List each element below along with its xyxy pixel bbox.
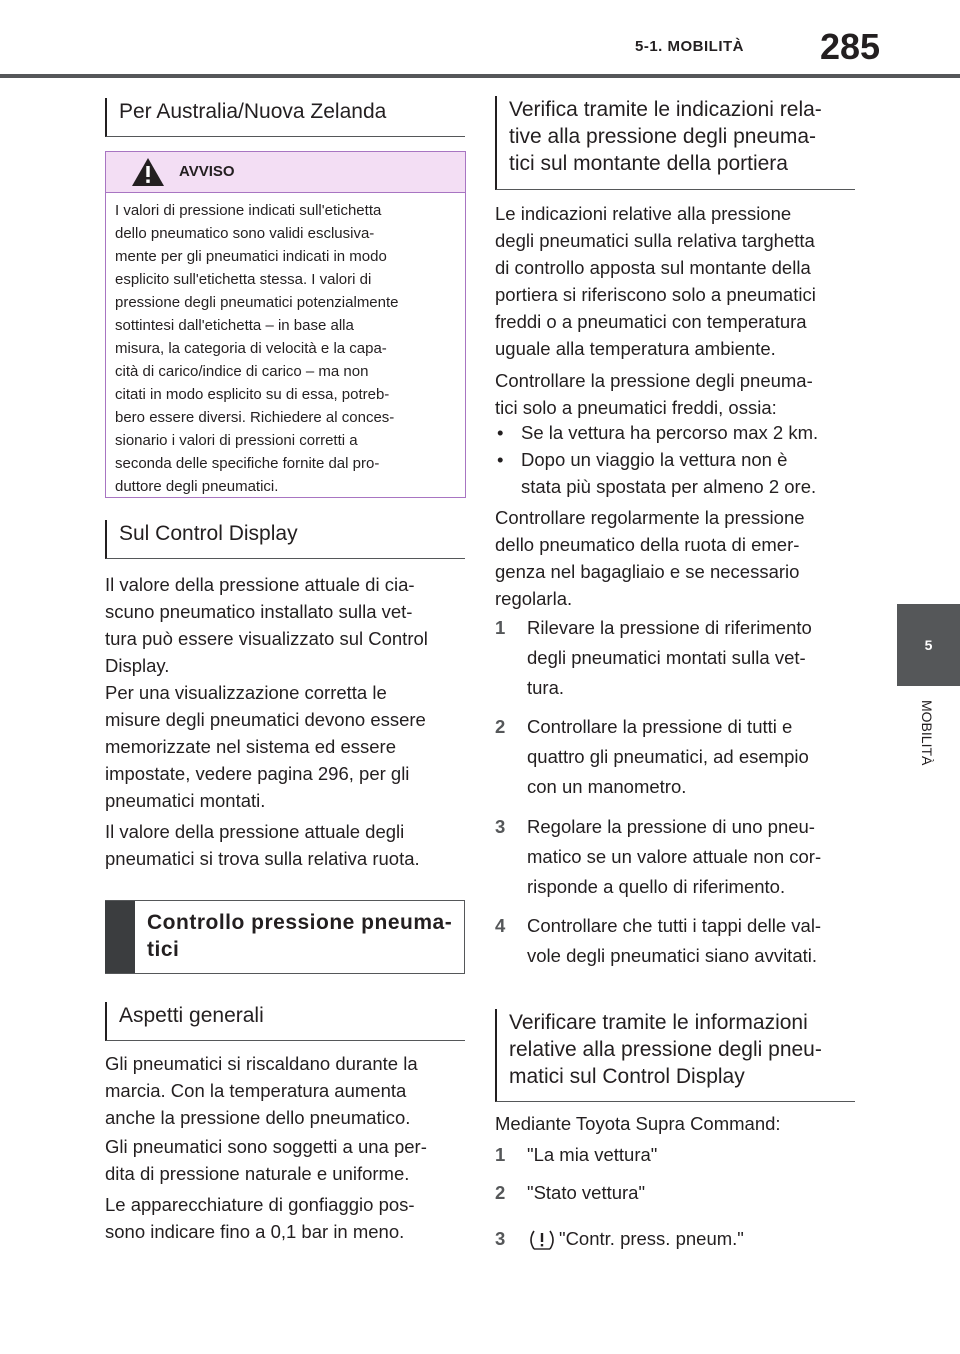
step-item: 1 Rilevare la pressione di riferimento degli pneumatici montati sulla vet- tura. <box>495 613 892 703</box>
chapter-tab-label: MOBILITÀ <box>919 700 935 766</box>
step-item: 3 "Contr. press. pneum." <box>495 1224 892 1254</box>
warning-triangle-icon <box>130 156 166 188</box>
paragraph: Le indicazioni relative alla pressione degli pneumatici sulla relativa targhetta di controllo apposta sul montante della portiera si riferiscono solo a pneumatici freddi o a pneumatici con temperatura uguale alla temperatura ambiente. <box>495 203 816 359</box>
step-number: 1 <box>495 1144 506 1165</box>
heading-door-pillar: Verifica tramite le indicazioni rela- tive alla pressione degli pneuma- tici sul montante della portiera <box>495 96 855 190</box>
step-item: 4 Controllare che tutti i tappi delle val- vole degli pneumatici siano avvitati. <box>495 911 892 971</box>
step-item: 3 Regolare la pressione di uno pneu- matico se un valore attuale non cor- risponde a quello di riferimento. <box>495 812 892 902</box>
paragraph: Per una visualizzazione corretta le misure degli pneumatici devono essere memorizzate nel sistema ed essere impostate, vedere pagina 296, per gli pneumatici montati. <box>105 682 426 811</box>
heading-australia: Per Australia/Nuova Zelanda <box>105 98 465 137</box>
bullet-dot: • <box>497 422 504 443</box>
step-number: 4 <box>495 915 506 936</box>
section-title: 5-1. MOBILITÀ <box>635 38 745 55</box>
step-number: 2 <box>495 716 506 737</box>
chapter-tab-number: 5 <box>897 604 960 686</box>
step-item: 1 "La mia vettura" <box>495 1140 892 1170</box>
warning-header <box>106 152 465 193</box>
step-number: 2 <box>495 1182 506 1203</box>
header-rule <box>0 74 960 78</box>
paragraph: Il valore della pressione attuale degli pneumatici si trova sulla relativa ruota. <box>105 821 420 869</box>
paragraph: Il valore della pressione attuale di cia- scuno pneumatico installato sulla vet- tura può essere visualizzato sul Control Display. <box>105 574 428 676</box>
warning-text: I valori di pressione indicati sull'etichetta dello pneumatico sono validi esclusiva- mente per gli pneumatici indicati in modo esplicito sull'etichetta stessa. I valori di pressione degli pneumatici potenzialmente sottintesi dall'etichetta – in base alla misura, la categoria di velocità e la capa- cità di carico/indice di carico – ma non citati in modo esplicito su di essa, potreb- bero essere diversi. Richiedere al conces- sionario i valori di pressioni corretti a seconda delle specifiche fornite dal pro- duttore degli pneumatici. <box>115 202 399 495</box>
step-number: 1 <box>495 617 506 638</box>
paragraph: Controllare la pressione degli pneuma- tici solo a pneumatici freddi, ossia: <box>495 370 813 418</box>
main-heading-text: Controllo pressione pneuma- tici <box>147 911 453 961</box>
bullet-dot: • <box>497 449 504 470</box>
warning-title: AVVISO <box>179 163 235 180</box>
heading-bar <box>105 901 135 973</box>
tire-pressure-warning-icon <box>527 1229 557 1251</box>
heading-control-display: Sul Control Display <box>105 520 465 559</box>
step-item: 2 "Stato vettura" <box>495 1178 892 1208</box>
warning-box <box>105 151 466 498</box>
heading-control-display-check: Verificare tramite le informazioni relative alla pressione degli pneu- matici sul Control Display <box>495 1009 855 1102</box>
paragraph: Controllare regolarmente la pressione dello pneumatico della ruota di emer- genza nel bagagliaio e se necessario regolarla. <box>495 507 805 609</box>
bullet-item: • Dopo un viaggio la vettura non è stata più spostata per almeno 2 ore. <box>495 446 861 500</box>
page-number: 285 <box>820 26 881 67</box>
heading-general: Aspetti generali <box>105 1002 465 1041</box>
paragraph: Gli pneumatici sono soggetti a una per- dita di pressione naturale e uniforme. <box>105 1136 427 1184</box>
main-section-heading <box>105 900 465 974</box>
step-item: 2 Controllare la pressione di tutti e quattro gli pneumatici, ad esempio con un manometro. <box>495 712 892 802</box>
paragraph: Mediante Toyota Supra Command: <box>495 1113 781 1134</box>
step-number: 3 <box>495 816 506 837</box>
paragraph: Gli pneumatici si riscaldano durante la marcia. Con la temperatura aumenta anche la pressione dello pneumatico. <box>105 1053 418 1128</box>
paragraph: Le apparecchiature di gonfiaggio pos- sono indicare fino a 0,1 bar in meno. <box>105 1194 415 1242</box>
bullet-item: • Se la vettura ha percorso max 2 km. <box>495 419 861 446</box>
step-number: 3 <box>495 1228 506 1249</box>
